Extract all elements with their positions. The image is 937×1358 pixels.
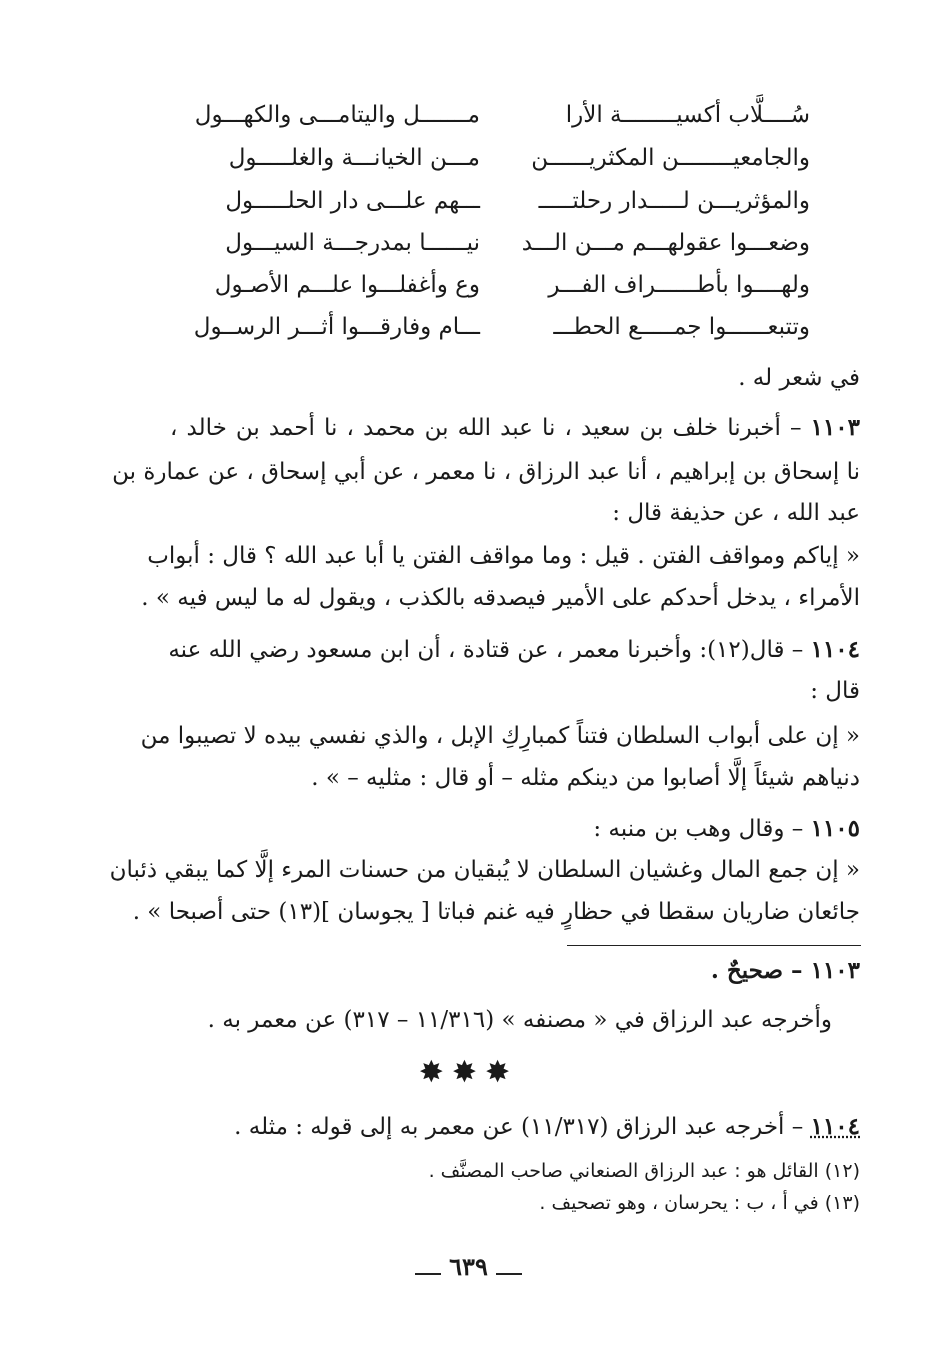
verse-first-hemistich: سُــــلَّاب أكسيــــــــة الأرا [565,102,810,128]
poem-source-line: في شعر له . [738,365,860,391]
report-number: ١١٠٤ [810,636,860,663]
poem-verse [160,145,860,185]
poem-verse [160,188,860,228]
quote-line: جائعان ضاريان سقطا في حظارٍ فيه غنم فباتا [ يجوسان ](١٣) حتى أصبحا » . [132,899,860,925]
report-number: ١١٠٤ [810,1113,860,1140]
commentary-1103-text: وأخرجه عبد الرزاق في « مصنفه » (١١/٣١٦ – ٣١٧) عن معمر به . [207,1007,832,1033]
verse-first-hemistich: وتتبعــــــوا جمـــــع الحطـــ [553,314,810,340]
poem-verse [160,230,860,270]
commentary-1103-heading: ١١٠٣ – صحيحٌ . [710,957,860,984]
page-number-text: ٦٣٩ [449,1252,488,1281]
report-1103-line: عبد الله ، عن حذيفة قال : [612,500,860,526]
report-number: ١١٠٣ [810,414,860,441]
commentary-1104-line [170,1113,860,1140]
poem-verse [160,314,860,354]
footnote: (١٣) في أ ، ب : يحرسان ، وهو تصحيف . [539,1192,860,1214]
quote-line: « إياكم ومواقف الفتن . قيل : وما مواقف الفتن يا أبا عبد الله ؟ قال : أبواب [147,543,860,569]
report-text: – وقال وهب بن منبه : [593,816,804,842]
report-text: – أخبرنا خلف بن سعيد ، نا عبد الله بن محمد ، نا أحمد بن خالد ، [170,415,802,441]
page-number [0,1252,937,1281]
verse-first-hemistich: ولهــــوا بأطــــــراف الفـــر [548,272,810,298]
report-1103-line [170,414,860,441]
verse-first-hemistich: والمؤثريـــن لـــــدار رحلتـــــ [538,188,810,214]
poem-verse [160,272,860,312]
report-1105-line [170,815,860,842]
section-divider [567,945,861,946]
commentary-text: – أخرجه عبد الرزاق (١١/٣١٧) عن معمر به إلى قوله : مثله . [234,1114,804,1140]
quote-line: « إن على أبواب السلطان فتناً كمبارِكِ الإبل ، والذي نفسي بيده لا تصيبوا من [140,723,860,749]
quote-line: « إن جمع المال وغشيان السلطان لا يُبقيان من حسنات المرء إلَّا كما يبقي ذئبان [109,857,860,883]
quote-line: دنياهم شيئاً إلَّا أصابوا من دينكم مثله – أو قال : مثليه – » . [311,765,860,791]
verse-first-hemistich: والجامعيــــــــن المكثريــــــن [531,145,810,171]
footnote: (١٢) القائل هو : عبد الرزاق الصنعاني صاحب المصنَّف . [428,1160,860,1182]
report-1104-line [170,636,860,663]
report-number: ١١٠٥ [810,815,860,842]
report-1103-line: نا إسحاق بن إبراهيم ، أنا عبد الرزاق ، نا معمر ، عن أبي إسحاق ، عن عمارة بن [112,459,860,485]
verse-second-hemistich: ـــهم علـــى دار الحلـــــول [225,188,480,214]
report-text: – قال(١٢): وأخبرنا معمر ، عن قتادة ، أن ابن مسعود رضي الله عنه [168,637,804,663]
verse-second-hemistich: ـــام وفارقـــوا أثـــر الرســول [193,314,480,340]
verse-second-hemistich: مـــــــل واليتامـــى والكهـــول [194,102,480,128]
report-1104-line: قال : [810,678,860,704]
verse-first-hemistich: وضعـــوا عقولهـــم مـــن الـــد [521,230,810,256]
verse-second-hemistich: نيــــــا بمدرجـــة السيـــول [225,230,480,256]
quote-line: الأمراء ، يدخل أحدكم على الأمير فيصدقه بالكذب ، ويقول له ما ليس فيه » . [141,585,860,611]
verse-second-hemistich: مـــن الخيانـــة والغلـــــول [228,145,480,171]
verse-second-hemistich: وع وأغفلـــوا علـــم الأصـول [214,272,480,298]
poem-verse [160,102,860,142]
star-ornament: ✸✸✸ [418,1055,519,1090]
